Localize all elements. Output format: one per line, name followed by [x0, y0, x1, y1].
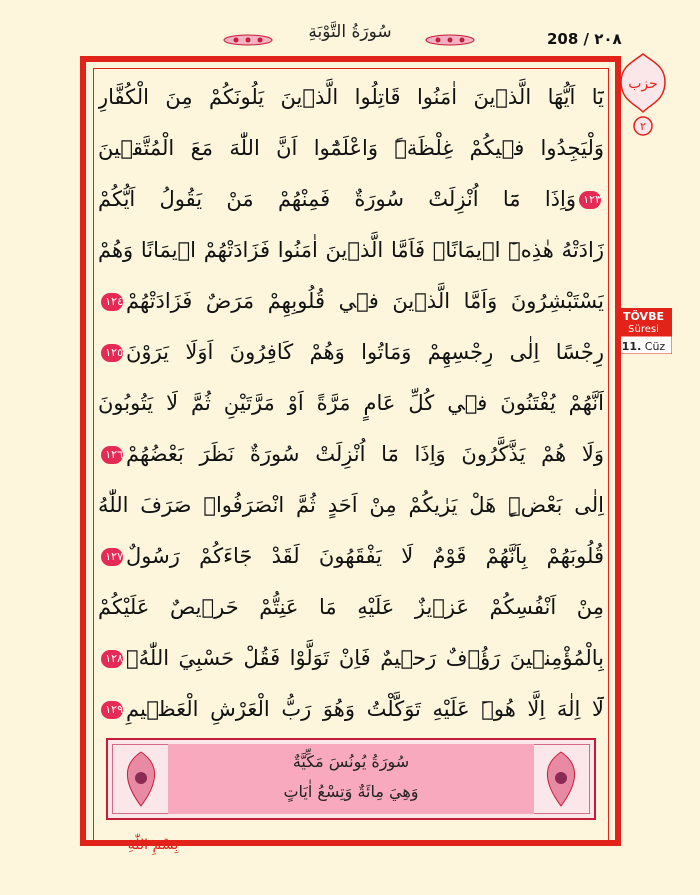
ayah-marker: ١٢٤: [101, 293, 123, 311]
text-line: زَادَتْهُ هٰذِه۪ٓ ا۪يمَانًاۚ فَاَمَّا الَّذ۪ينَ اٰمَنُوا فَزَادَتْهُمْ ا۪يمَانًا وَهُمْ: [98, 238, 604, 262]
text-line: رِجْسًا اِلٰى رِجْسِهِمْ وَمَاتُوا وَهُمْ كَافِرُونَ اَوَلَا يَرَوْنَ١٢٥: [98, 327, 604, 378]
text-line: يَٓا اَيُّهَا الَّذ۪ينَ اٰمَنُوا قَاتِلُوا الَّذ۪ينَ يَلُونَكُمْ مِنَ الْكُفَّارِ: [98, 85, 604, 109]
ayah-marker: ١٢٦: [101, 446, 123, 464]
text-line: بِالْمُؤْمِن۪ينَ رَؤُ۫فٌ رَح۪يمٌ فَاِنْ تَوَلَّوْا فَقُلْ حَسْبِيَ اللّٰهُۘ١٢٨: [98, 633, 604, 684]
surah-title: سُورَةُ التَّوْبَةِ: [308, 22, 392, 42]
next-surah-name: سُورَةُ يُونُسَ مَكِّيَّةٌ: [292, 752, 410, 771]
hizb-label: حزب: [628, 76, 658, 92]
page-header: [0, 0, 700, 60]
side-tab-surah-sub: Süresi: [628, 324, 659, 335]
next-surah-ayah-count: وَهِيَ مِائَةٌ وَتِسْعُ اٰيَاتٍ: [283, 782, 419, 801]
hizb-marker: [619, 52, 667, 142]
text-line: يَسْتَبْشِرُونَ وَاَمَّا الَّذ۪ينَ ف۪ي قُلُوبِهِمْ مَرَضٌ فَزَادَتْهُمْ١٢٤: [98, 276, 604, 327]
basmala-catchword: بِسْمِ اللّٰهِ: [127, 837, 179, 853]
floral-ornament-left: [116, 748, 166, 810]
side-tab-surah: TÖVBE: [623, 310, 664, 323]
ayah-marker: ١٢٨: [101, 650, 123, 668]
header-ornament-right: [424, 34, 476, 46]
text-line: اِلٰى بَعْضٍۜ هَلْ يَرٰيكُمْ مِنْ اَحَدٍ ثُمَّ انْصَرَفُواۜ صَرَفَ اللّٰهُ: [98, 493, 604, 517]
text-line: وَلْيَجِدُوا ف۪يكُمْ غِلْظَةًۜ وَاعْلَمُٓوا اَنَّ اللّٰهَ مَعَ الْمُتَّق۪ينَ: [98, 136, 604, 160]
text-line: وَلَا هُمْ يَذَّكَّرُونَ وَاِذَا مَٓا اُنْزِلَتْ سُورَةٌ نَظَرَ بَعْضُهُمْ١٢٦: [98, 429, 604, 480]
text-line: مِنْ اَنْفُسِكُمْ عَز۪يزٌ عَلَيْهِ مَا عَنِتُّمْ حَر۪يصٌ عَلَيْكُمْ: [98, 595, 604, 619]
text-line: قُلُوبَهُمْ بِاَنَّهُمْ قَوْمٌ لَا يَفْقَهُونَ لَقَدْ جَٓاءَكُمْ رَسُولٌ١٢٧: [98, 531, 604, 582]
side-tab-juz: 11. Cüz: [621, 340, 666, 353]
hizb-number: ٢: [640, 120, 646, 133]
next-surah-title-panel: [168, 744, 534, 814]
text-line: لَٓا اِلٰهَ اِلَّا هُوَۜ عَلَيْهِ تَوَكَّلْتُ وَهُوَ رَبُّ الْعَرْشِ الْعَظ۪يمِ١٢٩: [98, 684, 604, 735]
next-surah-box: [106, 738, 596, 820]
text-line: ١٢٣وَاِذَا مَٓا اُنْزِلَتْ سُورَةٌ فَمِنْهُمْ مَنْ يَقُولُ اَيُّكُمْ: [98, 187, 601, 211]
floral-ornament-right: [536, 748, 586, 810]
ayah-marker: ١٢٥: [101, 344, 123, 362]
page-number: 208 / ٢٠٨: [547, 30, 622, 48]
ayah-marker: ١٢٩: [101, 701, 123, 719]
ayah-marker: ١٢٧: [101, 548, 123, 566]
ayah-marker: ١٢٣: [579, 191, 601, 209]
quran-text: [98, 72, 604, 735]
text-line: اَنَّهُمْ يُفْتَنُونَ ف۪ي كُلِّ عَامٍ مَرَّةً اَوْ مَرَّتَيْنِ ثُمَّ لَا يَتُوبُونَ: [98, 391, 604, 415]
